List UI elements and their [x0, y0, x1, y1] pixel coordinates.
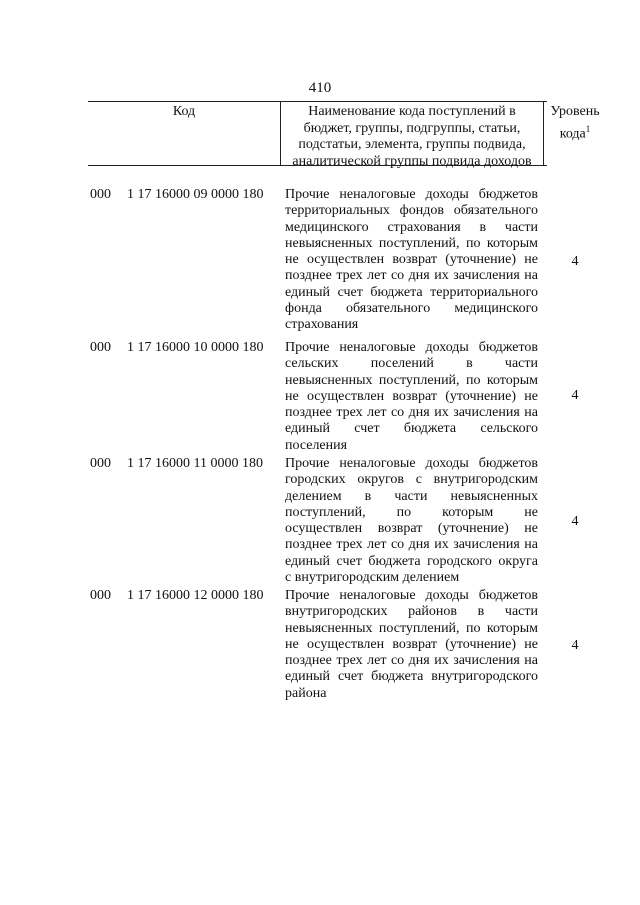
header-level-line: Уровень [550, 104, 600, 119]
description-line: невыясненных поступлений, по которым [285, 620, 538, 636]
description-line: Прочие неналоговые доходы бюджетов [285, 456, 538, 471]
description-line: не осуществлен возврат (уточнение) не [285, 388, 538, 404]
description-line: с внутригородским делением [285, 570, 460, 586]
header-name [281, 104, 543, 170]
code-level: 4 [571, 254, 579, 269]
description-line: Прочие неналоговые доходы бюджетов [285, 588, 538, 603]
header-level [544, 104, 606, 143]
header-top-rule [88, 101, 547, 102]
description-line: территориальных фондов обязательного [285, 203, 538, 219]
header-level-footnote: 1 [585, 123, 591, 134]
description-line: позднее трех лет со дня их зачисления на [285, 268, 538, 284]
admin-code: 000 [90, 588, 111, 603]
revenue-code: 1 17 16000 11 0000 180 [127, 456, 263, 471]
description-line: единый счет бюджета внутригородского [285, 669, 538, 685]
description-line: поступлений, по которым не [285, 504, 538, 520]
header-level-line [544, 121, 606, 143]
header-name-line: Наименование кода поступлений в [308, 104, 516, 119]
code-level: 4 [571, 638, 579, 653]
revenue-code: 1 17 16000 10 0000 180 [127, 340, 264, 355]
description-line: поселения [285, 437, 348, 453]
description-line: единый счет бюджета сельского [285, 421, 538, 437]
admin-code: 000 [90, 187, 111, 202]
admin-code: 000 [90, 456, 111, 471]
revenue-code: 1 17 16000 09 0000 180 [127, 187, 264, 202]
description-line: осуществлен возврат (уточнение) не [285, 521, 538, 537]
revenue-description [285, 187, 538, 334]
description-line: позднее трех лет со дня их зачисления на [285, 537, 538, 553]
description-line: сельских поселений в части [285, 356, 538, 372]
header-code: Код [172, 104, 196, 119]
description-line: страхования [285, 317, 359, 333]
header-name-line: подстатьи, элемента, группы подвида, [298, 137, 526, 152]
revenue-description [285, 456, 538, 586]
code-level: 4 [571, 514, 579, 529]
description-line: невыясненных поступлений, по которым [285, 235, 538, 251]
revenue-description [285, 340, 538, 454]
header-level-word: кода [559, 126, 586, 142]
description-line: городских округов с внутригородским [285, 472, 538, 488]
admin-code: 000 [90, 340, 111, 355]
description-line: Прочие неналоговые доходы бюджетов [285, 187, 538, 202]
description-line: Прочие неналоговые доходы бюджетов [285, 340, 538, 355]
page-number: 410 [308, 80, 332, 96]
description-line: района [285, 685, 327, 701]
description-line: делением в части невыясненных [285, 488, 538, 504]
description-line: не осуществлен возврат (уточнение) не [285, 252, 538, 268]
description-line: позднее трех лет со дня их зачисления на [285, 405, 538, 421]
description-line: медицинского страхования в части [285, 219, 538, 235]
description-line: единый счет бюджета городского округа [285, 553, 538, 569]
description-line: единый счет бюджета территориального [285, 284, 538, 300]
description-line: позднее трех лет со дня их зачисления на [285, 653, 538, 669]
header-name-line: бюджет, группы, подгруппы, статьи, [303, 120, 521, 136]
description-line: не осуществлен возврат (уточнение) не [285, 636, 538, 652]
header-name-line: аналитической группы подвида доходов [292, 153, 532, 169]
description-line: фонда обязательного медицинского [285, 301, 538, 317]
description-line: внутригородских районов в части [285, 604, 538, 620]
revenue-code: 1 17 16000 12 0000 180 [127, 588, 264, 603]
revenue-description [285, 588, 538, 702]
code-level: 4 [571, 388, 579, 403]
description-line: невыясненных поступлений, по которым [285, 372, 538, 388]
